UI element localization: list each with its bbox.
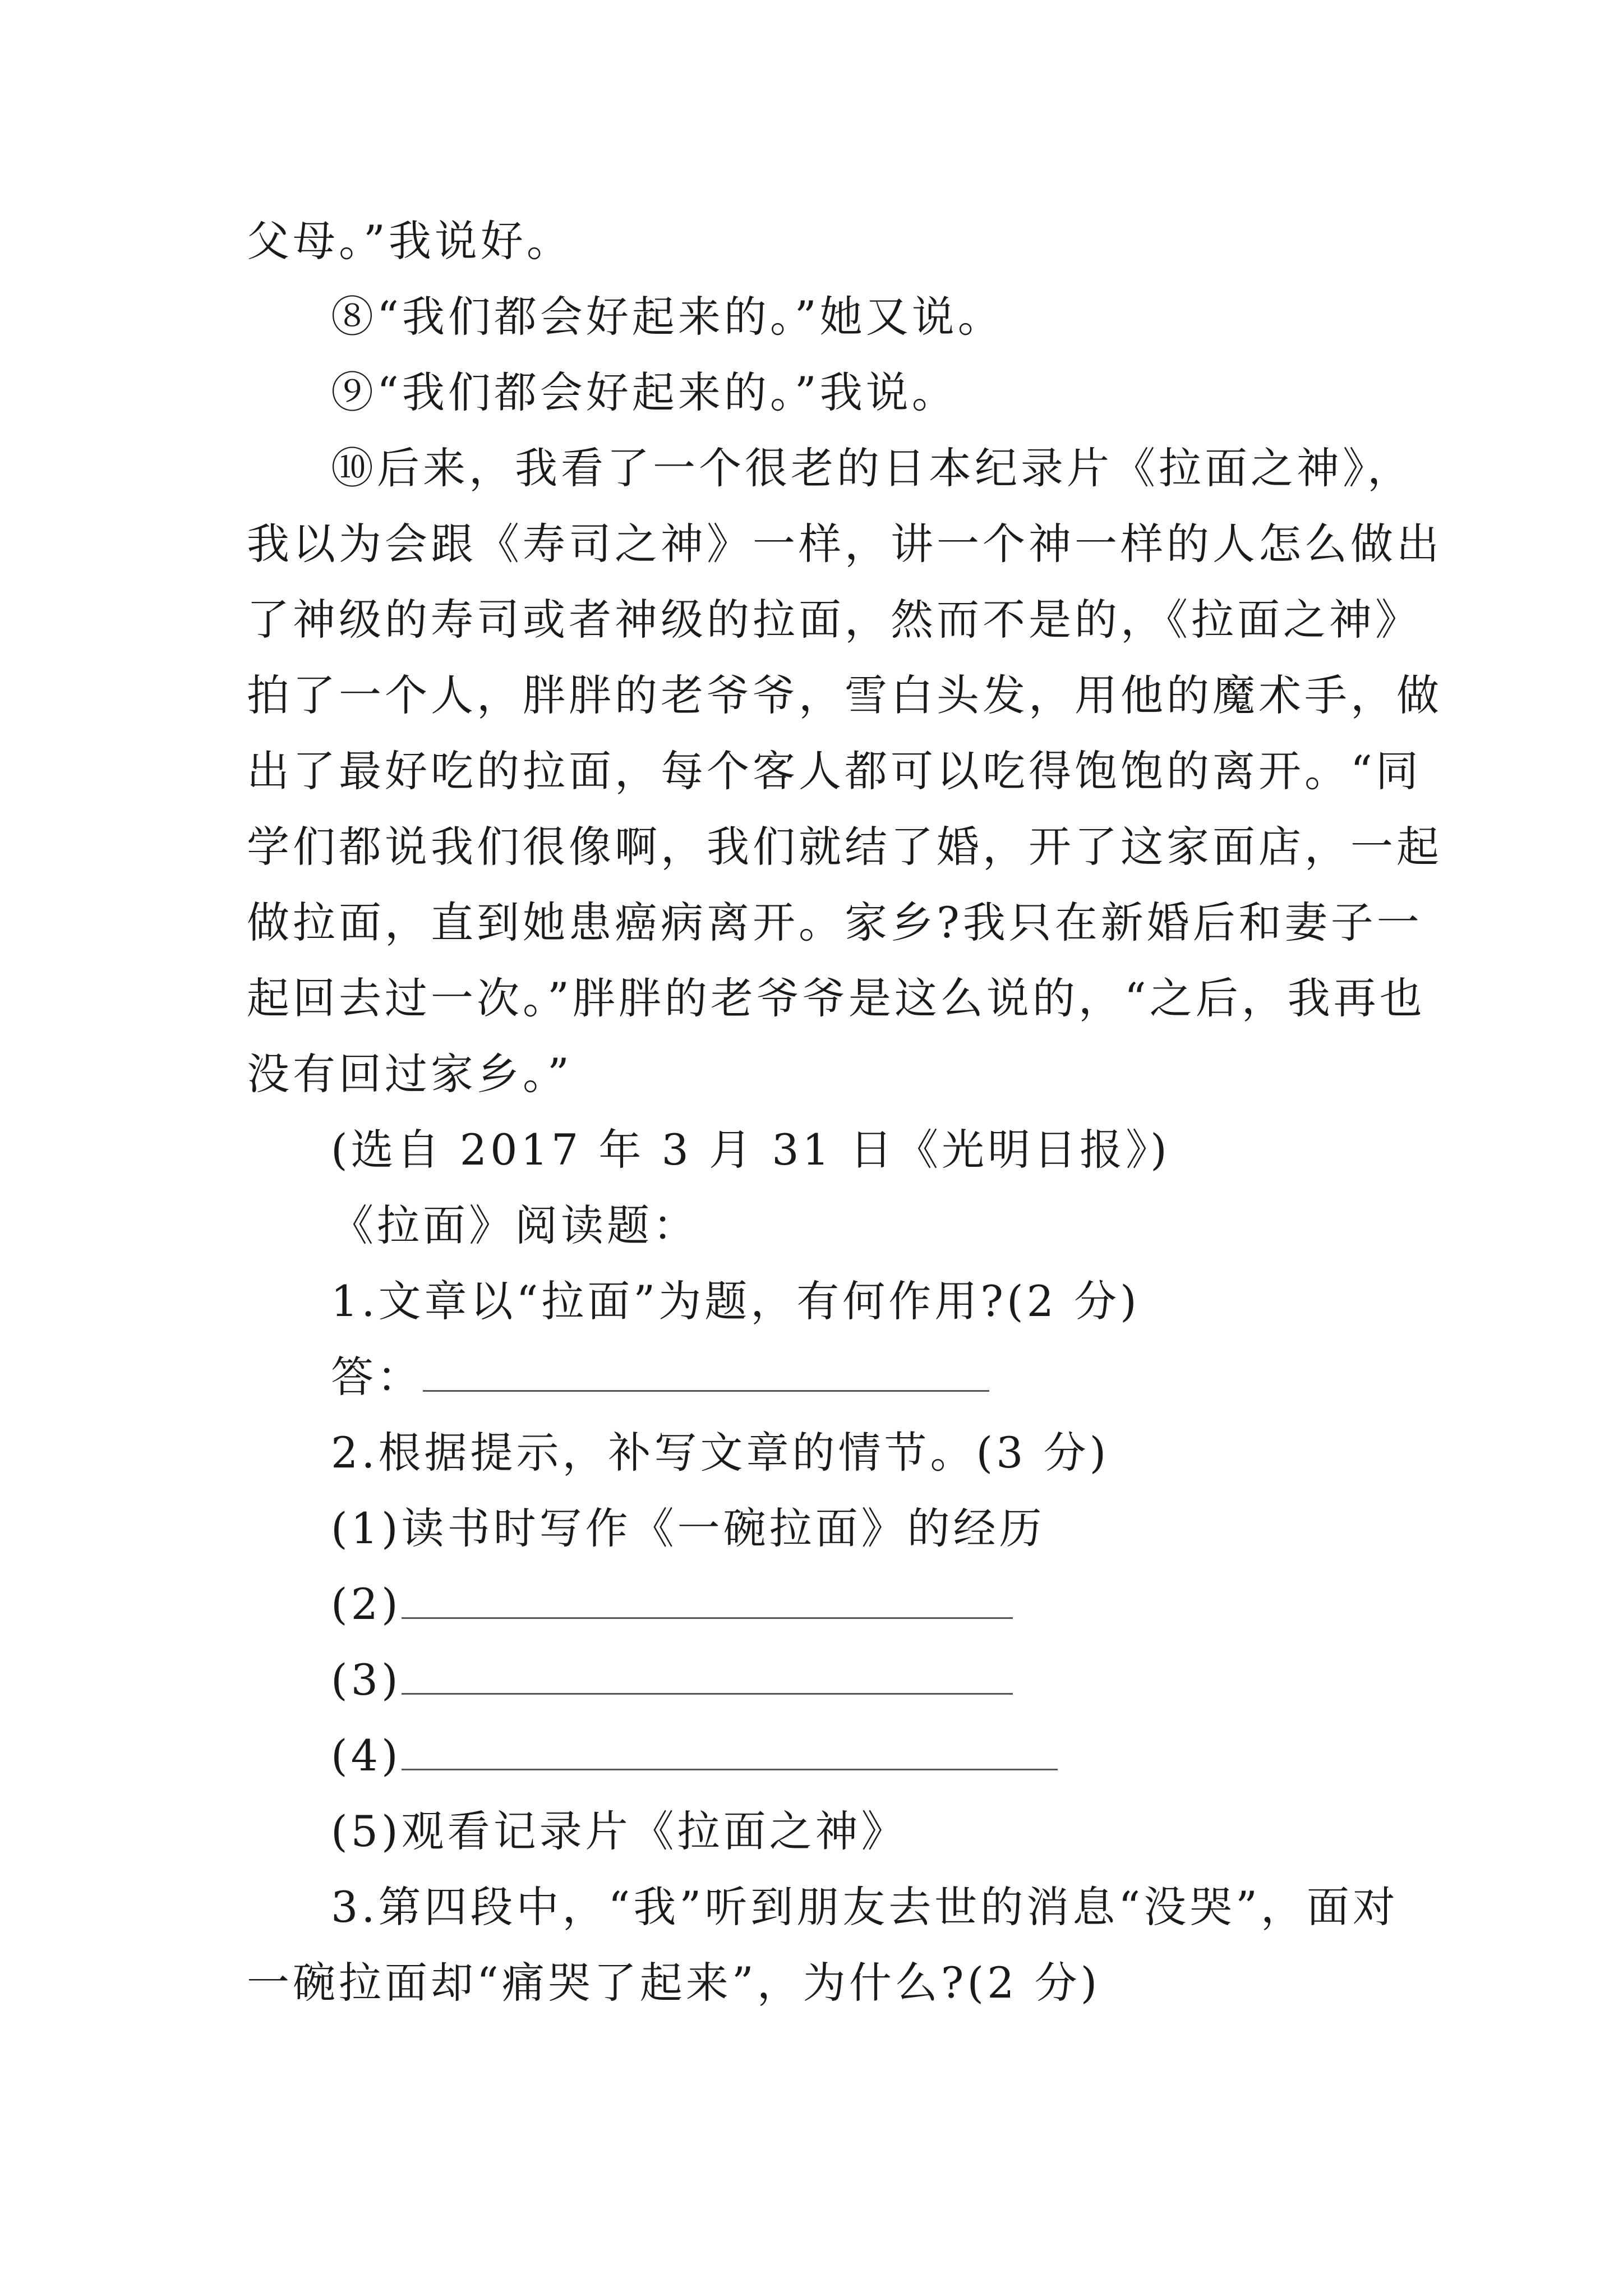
- article-line: 起回去过一次。”胖胖的老爷爷是这么说的，“之后，我再也: [247, 973, 1426, 1023]
- answer-blank[interactable]: [402, 1735, 1058, 1770]
- article-line: ⑩后来，我看了一个很老的日本纪录片《拉面之神》，: [331, 443, 1413, 493]
- article-line: ⑧“我们都会好起来的。”她又说。: [331, 292, 1004, 342]
- question-3-line: 3.第四段中，“我”听到朋友去世的消息“没哭”，面对: [331, 1882, 1399, 1932]
- article-line: 学们都说我们很像啊，我们就结了婚，开了这家面店，一起: [247, 822, 1442, 872]
- question-2: 2.根据提示，补写文章的情节。(3 分): [331, 1428, 1110, 1478]
- question-2-item: [331, 1728, 1058, 1784]
- answer-blank[interactable]: [402, 1584, 1013, 1619]
- article-line: 拍了一个人，胖胖的老爷爷，雪白头发，用他的魔术手，做: [247, 670, 1442, 720]
- article-source: (选自 2017 年 3 月 31 日《光明日报》): [331, 1125, 1170, 1175]
- question-2-item: [331, 1576, 1013, 1632]
- question-2-item: (1)读书时写作《一碗拉面》的经历: [331, 1503, 1045, 1553]
- article-line: 没有回过家乡。”: [247, 1049, 573, 1099]
- question-3-line: 一碗拉面却“痛哭了起来”，为什么?(2 分): [247, 1958, 1101, 2008]
- item-number: (2): [331, 1579, 402, 1629]
- answer-blank[interactable]: [423, 1356, 989, 1392]
- question-2-item: [331, 1652, 1013, 1708]
- answer-blank[interactable]: [402, 1659, 1013, 1695]
- article-line: 出了最好吃的拉面，每个客人都可以吃得饱饱的离开。“同: [247, 746, 1422, 796]
- item-number: (4): [331, 1731, 402, 1780]
- article-line: 我以为会跟《寿司之神》一样，讲一个神一样的人怎么做出: [247, 519, 1442, 569]
- article-line: 父母。”我说好。: [247, 216, 573, 266]
- article-line: 做拉面，直到她患癌病离开。家乡?我只在新婚后和妻子一: [247, 898, 1423, 947]
- item-number: (3): [331, 1655, 402, 1705]
- questions-heading: 《拉面》阅读题：: [331, 1200, 699, 1250]
- question-1: 1.文章以“拉面”为题，有何作用?(2 分): [331, 1276, 1140, 1326]
- question-2-item: (5)观看记录片《拉面之神》: [331, 1806, 907, 1856]
- article-line: ⑨“我们都会好起来的。”我说。: [331, 367, 958, 417]
- article-line: 了神级的寿司或者神级的拉面，然而不是的，《拉面之神》: [247, 595, 1421, 645]
- answer-label: 答：: [331, 1352, 423, 1402]
- question-1-answer-row: [331, 1349, 989, 1405]
